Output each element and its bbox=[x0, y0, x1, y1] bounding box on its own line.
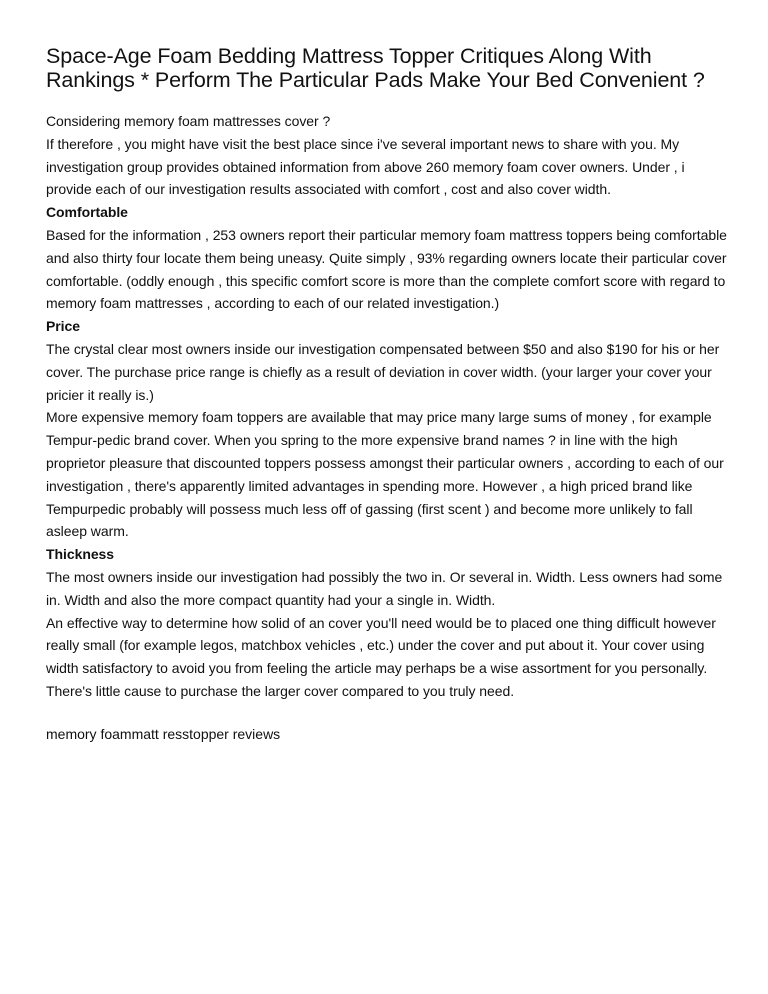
section-heading-thickness: Thickness bbox=[46, 546, 115, 563]
reviews-link[interactable]: memory foammatt resstopper reviews bbox=[46, 725, 281, 742]
document-title: Space-Age Foam Bedding Mattress Topper Critiques Along With Rankings * Perform The Particular Pads Make Your Bed Convenient ? bbox=[46, 44, 705, 92]
intro-question: Considering memory foam mattresses cover ? bbox=[46, 113, 331, 129]
thickness-advice-paragraph: An effective way to determine how solid of an cover you'll need would be to placed one thing difficult however really small (for example legos, matchbox vehicles , etc.) under the cover and put about it. Your cover using width satisfactory to avoid you from feeling the article may perhaps be a wise assortment for you personally. There's little cause to purchase the larger cover compared to you truly need. bbox=[46, 614, 716, 699]
section-heading-price: Price bbox=[46, 318, 80, 335]
expensive-toppers-paragraph: More expensive memory foam toppers are available that may price many large sums of money , for example Tempur-pedic brand cover. When you spring to the more expensive brand names ? in line with the high proprietor pleasure that discounted toppers possess amongst their particular owners , according to each of our investigation , there's apparently limited advantages in spending more. However , a high priced brand like Tempurpedic probably will possess much less off of gassing (first scent ) and become more unlikely to fall asleep warm. bbox=[46, 409, 724, 540]
section-heading-comfortable: Comfortable bbox=[46, 204, 128, 221]
comfort-paragraph: Based for the information , 253 owners report their particular memory foam mattress toppers being comfortable and also thirty four locate them being uneasy. Quite simply , 93% regarding owners locate their particular cover comfortable. (oddly enough , this specific comfort score is more than the complete comfort score with regard to memory foam mattresses , according to each of our related investigation.) bbox=[46, 226, 727, 312]
document-body bbox=[46, 110, 728, 703]
thickness-paragraph: The most owners inside our investigation had possibly the two in. Or several in. Width. Less owners had some in. Width and also the more compact quantity had your a single in. Width. bbox=[46, 568, 723, 608]
intro-paragraph: If therefore , you might have visit the best place since i've several important news to share with you. My investigation group provides obtained information from above 260 memory foam cover owners. Under , i provide each of our investigation results associated with comfort , cost and also cover width. bbox=[46, 135, 685, 198]
price-paragraph: The crystal clear most owners inside our investigation compensated between $50 and also $190 for his or her cover. The purchase price range is chiefly as a result of deviation in cover width. (your larger your cover your pricier it really is.) bbox=[46, 340, 720, 403]
